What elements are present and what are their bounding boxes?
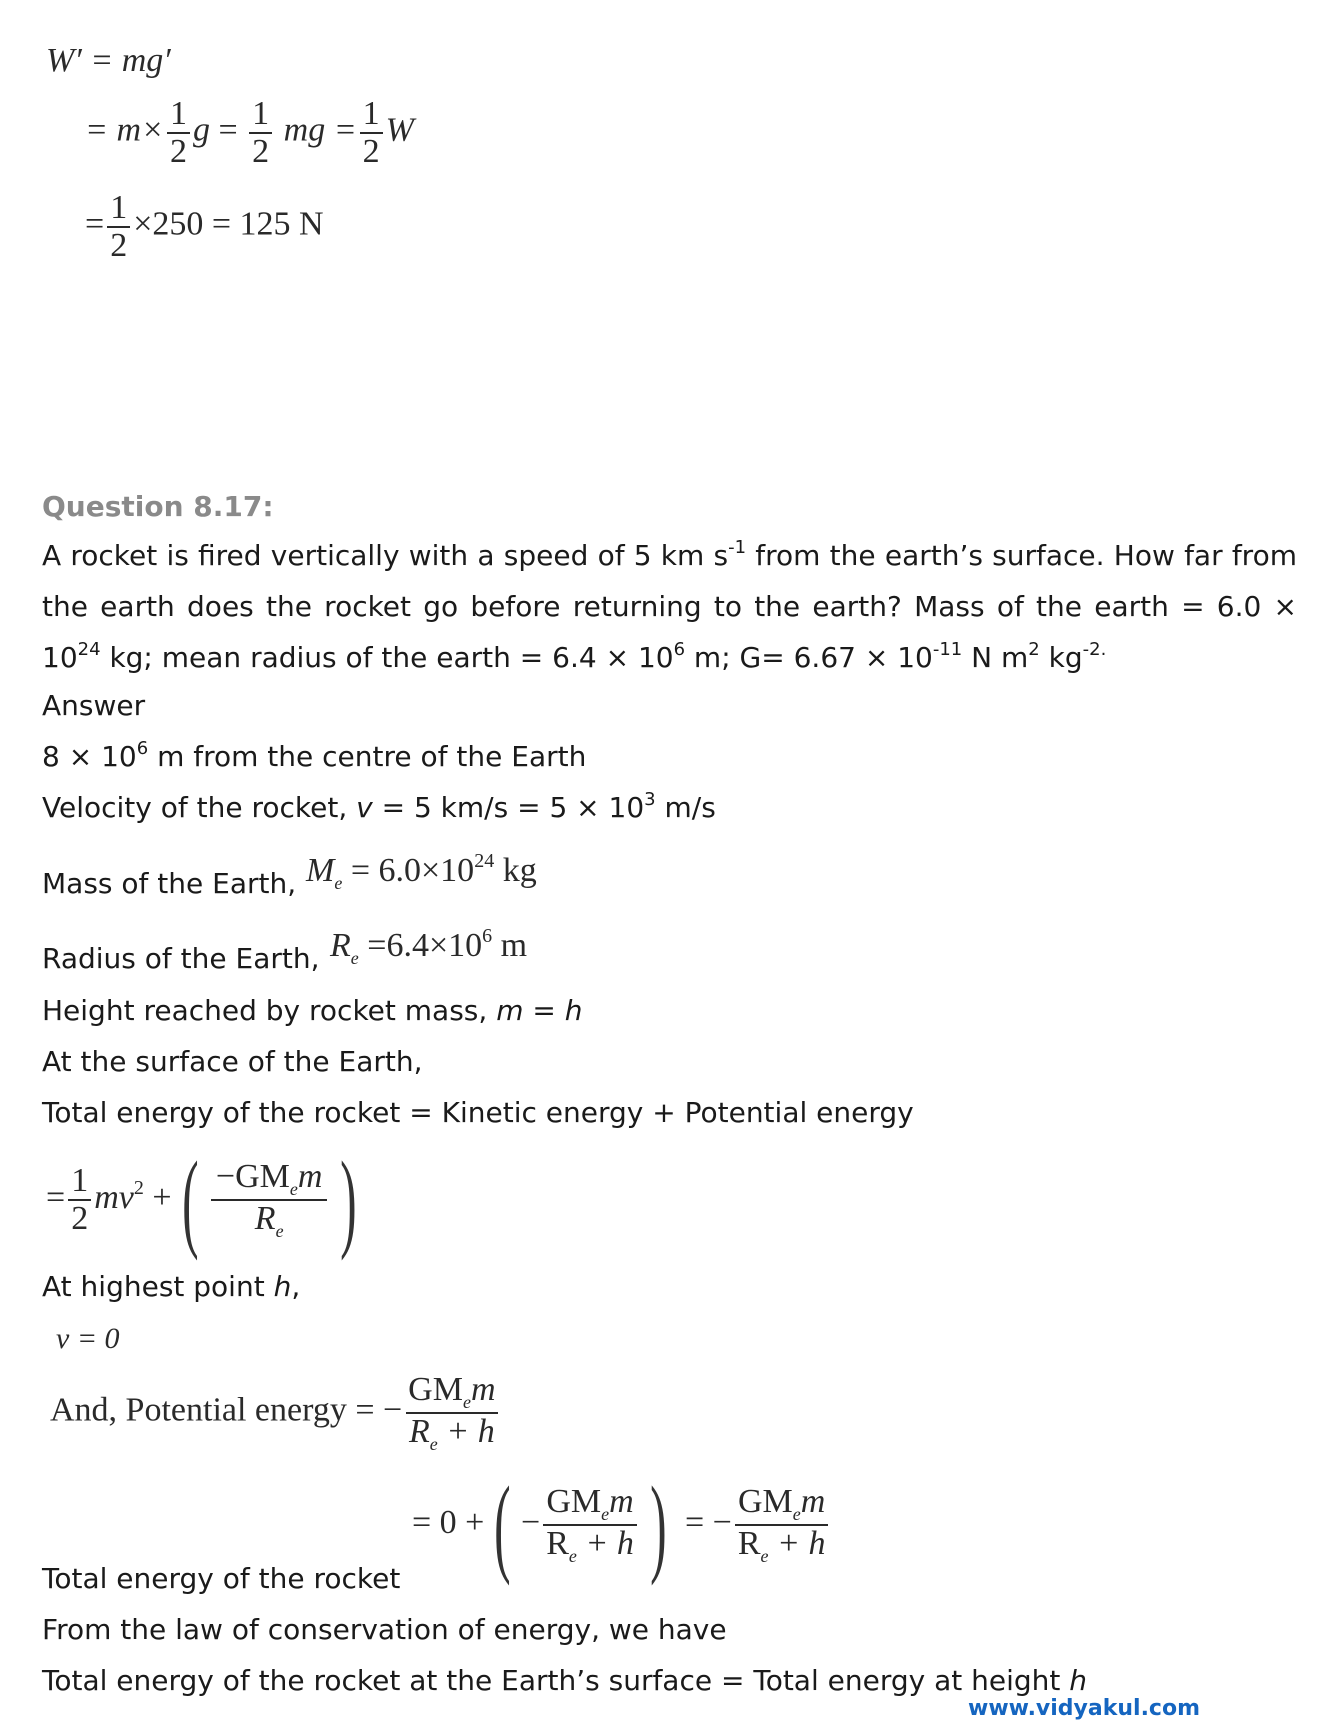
equation-potential-energy: And, Potential energy = − $\frac{GM_em}{R_e + h}$ [50, 1372, 502, 1454]
equation-earth-radius: $R_e =6.4\times 10^6$ m [330, 925, 528, 968]
answer-line-total-energy-rocket: Total energy of the rocket [42, 1562, 401, 1595]
answer-line-1: $8 \times 10^6$ m from the centre of the Earth [42, 738, 587, 773]
answer-line-radius-label: Radius of the Earth, [42, 942, 320, 975]
answer-line-highest-point: At highest point h, [42, 1270, 301, 1303]
equation-earth-mass: $M_e = 6.0\times 10^{24}$ kg [306, 850, 537, 893]
equation-weight-line3: = $\frac{1}{2}$ ×250 = 125 N [85, 189, 324, 264]
answer-line-surface: At the surface of the Earth, [42, 1045, 423, 1078]
equation-total-energy-height: = 0 +( − $\frac{GM_em}{R_e + h}$ ) = − $\frac{GM_em}{R_e + h}$ [412, 1470, 831, 1580]
equation-weight-line2: = m× $\frac{1}{2}$ g = $\frac{1}{2}$ mg = $\frac{1}{2}$ W [85, 95, 414, 170]
footer-website-link[interactable]: www.vidyakul.com [968, 1696, 1201, 1721]
answer-line-total-energy: Total energy of the rocket = Kinetic energy + Potential energy [42, 1096, 914, 1129]
question-text: A rocket is fired vertically with a speed of 5 km $s^{-1}$ from the earth’s surface. How far from the earth does the rocket go before returning to the earth? Mass of the earth = $6.0 \times 10^{24}$ kg; mean radius of the earth = $6.4 \times 10^6$ m; $G= 6.67 \times 10^{-11}$ N $m^2$ $kg^{-2.}$ [42, 537, 1297, 674]
answer-line-energy-equality: Total energy of the rocket at the Earth’s surface = Total energy at height h [42, 1664, 1088, 1697]
answer-line-conservation: From the law of conservation of energy, we have [42, 1613, 727, 1646]
answer-label: Answer [42, 689, 146, 722]
answer-line-mass-label: Mass of the Earth, [42, 867, 297, 900]
answer-line-height: Height reached by rocket mass, m = h [42, 994, 583, 1027]
equation-v-zero: v = 0 [56, 1322, 120, 1355]
answer-line-velocity: Velocity of the rocket, v = 5 $km/s = 5 \times 10^3$ m/s [42, 789, 716, 824]
question-title: Question 8.17: [42, 490, 274, 523]
equation-weight-line1: W′ = mg′ [46, 42, 171, 79]
equation-total-energy-surface: = $\frac{1}{2}$ $mv^2$ +( $\frac{-GM_em}{R_e}$ ) [46, 1139, 357, 1261]
